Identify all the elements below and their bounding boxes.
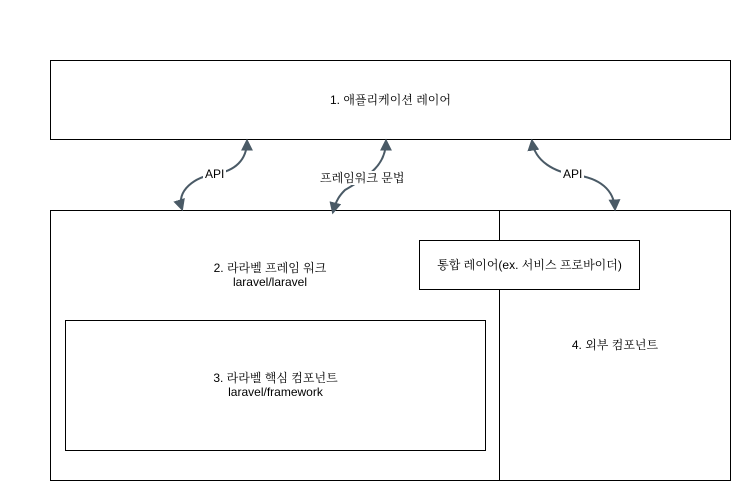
core-components-package: laravel/framework [228, 385, 323, 399]
api-right-label: API [563, 167, 583, 181]
framework-title: 2. 라라벨 프레임 워크 [213, 261, 327, 275]
framework-syntax-label: 프레임워크 문법 [320, 171, 405, 185]
api-left-label: API [205, 167, 225, 181]
framework-package: laravel/laravel [232, 275, 308, 289]
application-layer-label: 1. 애플리케이션 레이어 [329, 93, 451, 107]
integration-layer-label: 통합 레이어(ex. 서비스 프로바이더) [437, 258, 622, 272]
external-components-label: 4. 외부 컴포넌트 [571, 338, 659, 352]
core-components-title: 3. 라라벨 핵심 컴포넌트 [213, 371, 338, 385]
